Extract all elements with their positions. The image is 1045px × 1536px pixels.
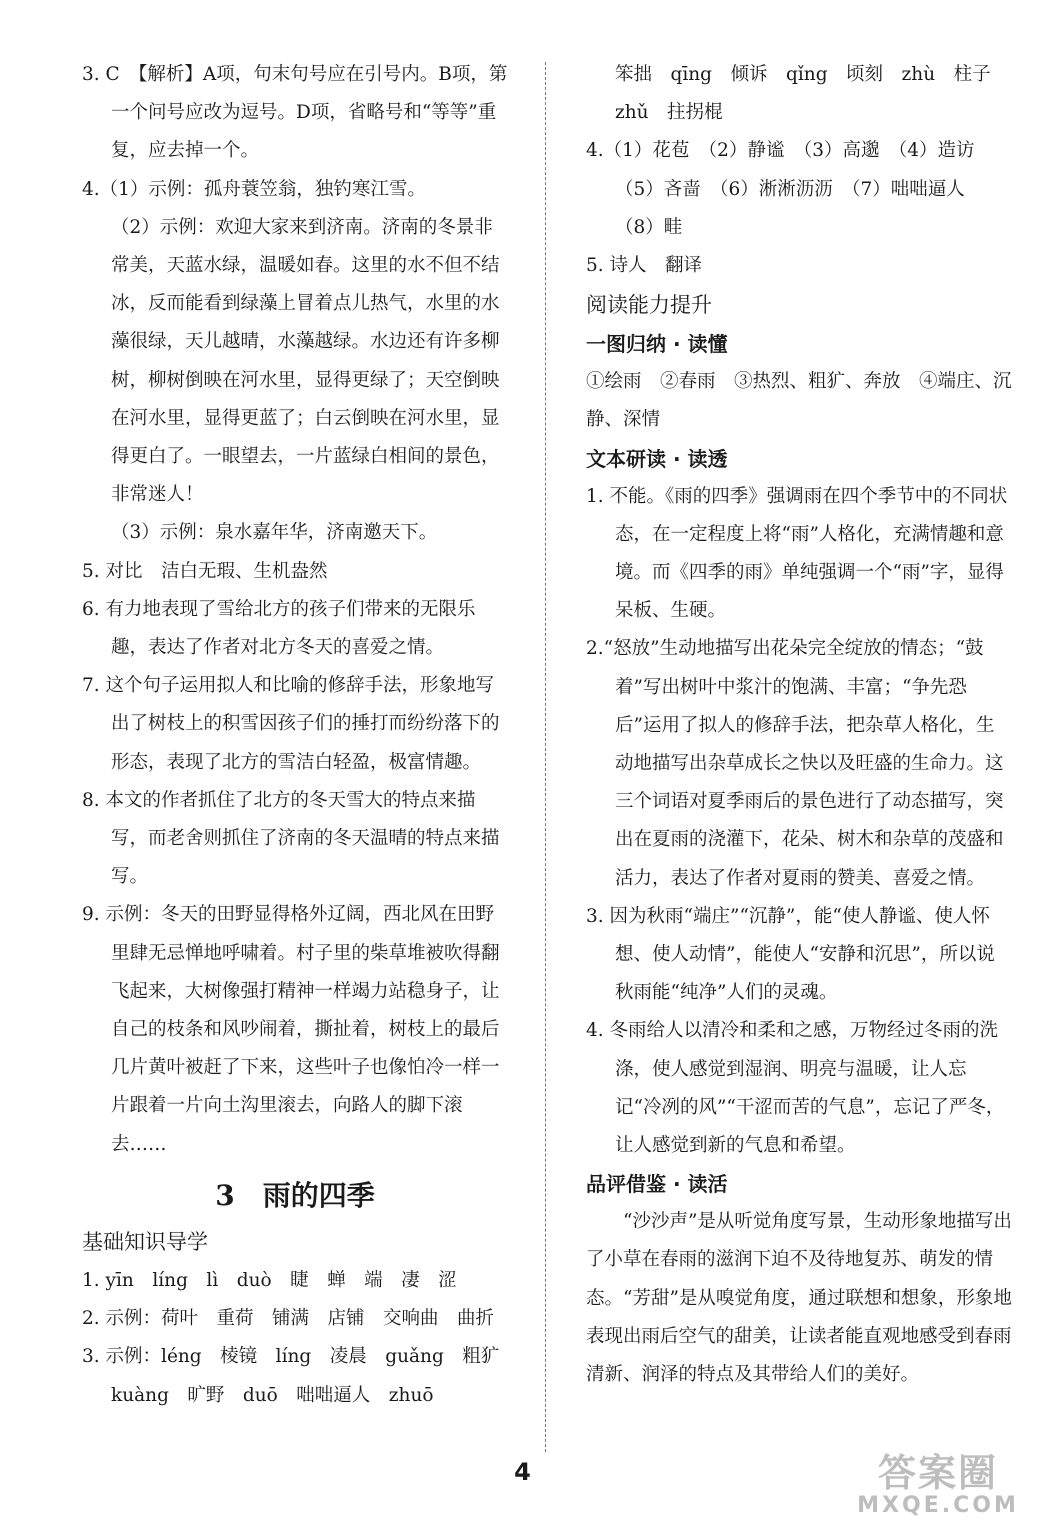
watermark-title: 答案圈 bbox=[877, 1451, 998, 1495]
answer-8: 8. 本文的作者抓住了北方的冬天雪大的特点来描写，而老舍则抓住了济南的冬天温晴的特点来描写。 bbox=[82, 789, 500, 888]
subheading-appreciation: 品评借鉴 · 读活 bbox=[586, 1172, 728, 1197]
basic-answer-4: 4.（1）花苞 （2）静谧 （3）高邈 （4）造访 （5）吝啬 （6）淅淅沥沥 （7）咄咄逼人 （8）畦 bbox=[586, 140, 993, 238]
basic-answer-2: 2. 示例：荷叶 重荷 铺满 店铺 交响曲 曲折 bbox=[82, 1308, 495, 1330]
answer-9: 9. 示例：冬天的田野显得格外辽阔，西北风在田野里肆无忌惮地呼啸着。村子里的柴草堆被吹得翻飞起来，大树像强打精神一样竭力站稳身子，让自己的枝条和风吵闹着，撕扯着，树枝上的最后几片黄叶被赶了下来，这些叶子也像怕冷一样一片跟着一片向土沟里滚去，向路人的脚下滚去…… bbox=[82, 904, 500, 1155]
subheading-text-study: 文本研读 · 读透 bbox=[586, 446, 728, 471]
reading-answer-1: 1. 不能。《雨的四季》强调雨在四个季节中的不同状态，在一定程度上将“雨”人格化，充满情趣和意境。而《四季的雨》单纯强调一个“雨”字，显得呆板、生硬。 bbox=[586, 485, 1008, 622]
basic-answer-3-continued: 笨拙 qīng 倾诉 qǐng 顷刻 zhù 柱子 zhǔ 拄拐棍 bbox=[615, 64, 1010, 124]
answer-6: 6. 有力地表现了雪给北方的孩子们带来的无限乐趣，表达了作者对北方冬天的喜爱之情。 bbox=[82, 598, 476, 659]
subheading-summary: 一图归纳 · 读懂 bbox=[586, 332, 728, 357]
chapter-title: 3 雨的四季 bbox=[215, 1178, 375, 1212]
answer-7: 7. 这个句子运用拟人和比喻的修辞手法，形象地写出了树枝上的积雪因孩子们的捶打而纷纷落下的形态，表现了北方的雪洁白轻盈，极富情趣。 bbox=[82, 675, 500, 773]
answer-4-1: 4.（1）示例：孤舟蓑笠翁，独钓寒江雪。 bbox=[82, 178, 426, 200]
section-basic-knowledge: 基础知识导学 bbox=[82, 1229, 208, 1254]
watermark-url: MXQE.COM bbox=[857, 1493, 1019, 1518]
reading-answer-3: 3. 因为秋雨“端庄”“沉静”，能“使人静谧、使人怀想、使人动情”，能使人“安静和沉思”，所以说秋雨能“纯净”人们的灵魂。 bbox=[586, 905, 995, 1004]
section-reading-ability: 阅读能力提升 bbox=[586, 293, 712, 318]
reading-answer-2: 2.“怒放”生动地描写出花朵完全绽放的情态；“鼓着”写出树叶中浆汁的饱满、丰富；“争先恐后”运用了拟人的修辞手法，把杂草人格化，生动地描写出杂草成长之快以及旺盛的生命力。这三个词语对夏季雨后的景色进行了动态描写，突出在夏雨的浇灌下，花朵、树木和杂草的茂盛和活力，表达了作者对夏雨的赞美、喜爱之情。 bbox=[586, 638, 1004, 889]
left-column bbox=[82, 56, 518, 1415]
right-column bbox=[586, 56, 1012, 1394]
basic-answer-3: 3. 示例：léng 棱镜 líng 凌晨 guǎng 粗犷 kuàng 旷野 duō 咄咄逼人 zhuō bbox=[82, 1346, 518, 1406]
answer-3: 3. C 【解析】A项，句末句号应在引号内。B项，第一个问号应改为逗号。D项，省略号和“等等”重复，应去掉一个。 bbox=[82, 64, 508, 162]
watermark-logo bbox=[853, 1452, 1023, 1520]
page-number: 4 bbox=[514, 1458, 531, 1486]
basic-answer-5: 5. 诗人 翻译 bbox=[586, 255, 703, 277]
basic-answer-1: 1. yīn líng lì duò 睫 蝉 端 凄 涩 bbox=[82, 1269, 457, 1291]
answer-4-3: （3）示例：泉水嘉年华，济南邀天下。 bbox=[111, 522, 438, 544]
summary-answer: ①绘雨 ②春雨 ③热烈、粗犷、奔放 ④端庄、沉静、深情 bbox=[586, 371, 1012, 431]
answer-5: 5. 对比 洁白无瑕、生机盎然 bbox=[82, 560, 328, 582]
answer-4-2: （2）示例：欢迎大家来到济南。济南的冬景非常美，天蓝水绿，温暖如春。这里的水不但不结冰，反而能看到绿藻上冒着点儿热气，水里的水藻很绿，天儿越晴，水藻越绿。水边还有许多柳树，柳树倒映在河水里，显得更绿了；天空倒映在河水里，显得更蓝了；白云倒映在河水里，显得更白了。一眼望去，一片蓝绿白相间的景色，非常迷人！ bbox=[111, 216, 500, 506]
reading-answer-4: 4. 冬雨给人以清冷和柔和之感，万物经过冬雨的洗涤，使人感觉到湿润、明亮与温暖，让人忘记“冷冽的风”“干涩而苦的气息”，忘记了严冬，让人感觉到新的气息和希望。 bbox=[586, 1020, 1005, 1157]
appreciation-answer: “沙沙声”是从听觉角度写景，生动形象地描写出了小草在春雨的滋润下迫不及待地复苏、萌发的情态。“芳甜”是从嗅觉角度，通过联想和想象，形象地表现出雨后空气的甜美，让读者能直观地感受到春雨清新、润泽的特点及其带给人们的美好。 bbox=[586, 1211, 1012, 1386]
column-divider bbox=[545, 62, 546, 1452]
